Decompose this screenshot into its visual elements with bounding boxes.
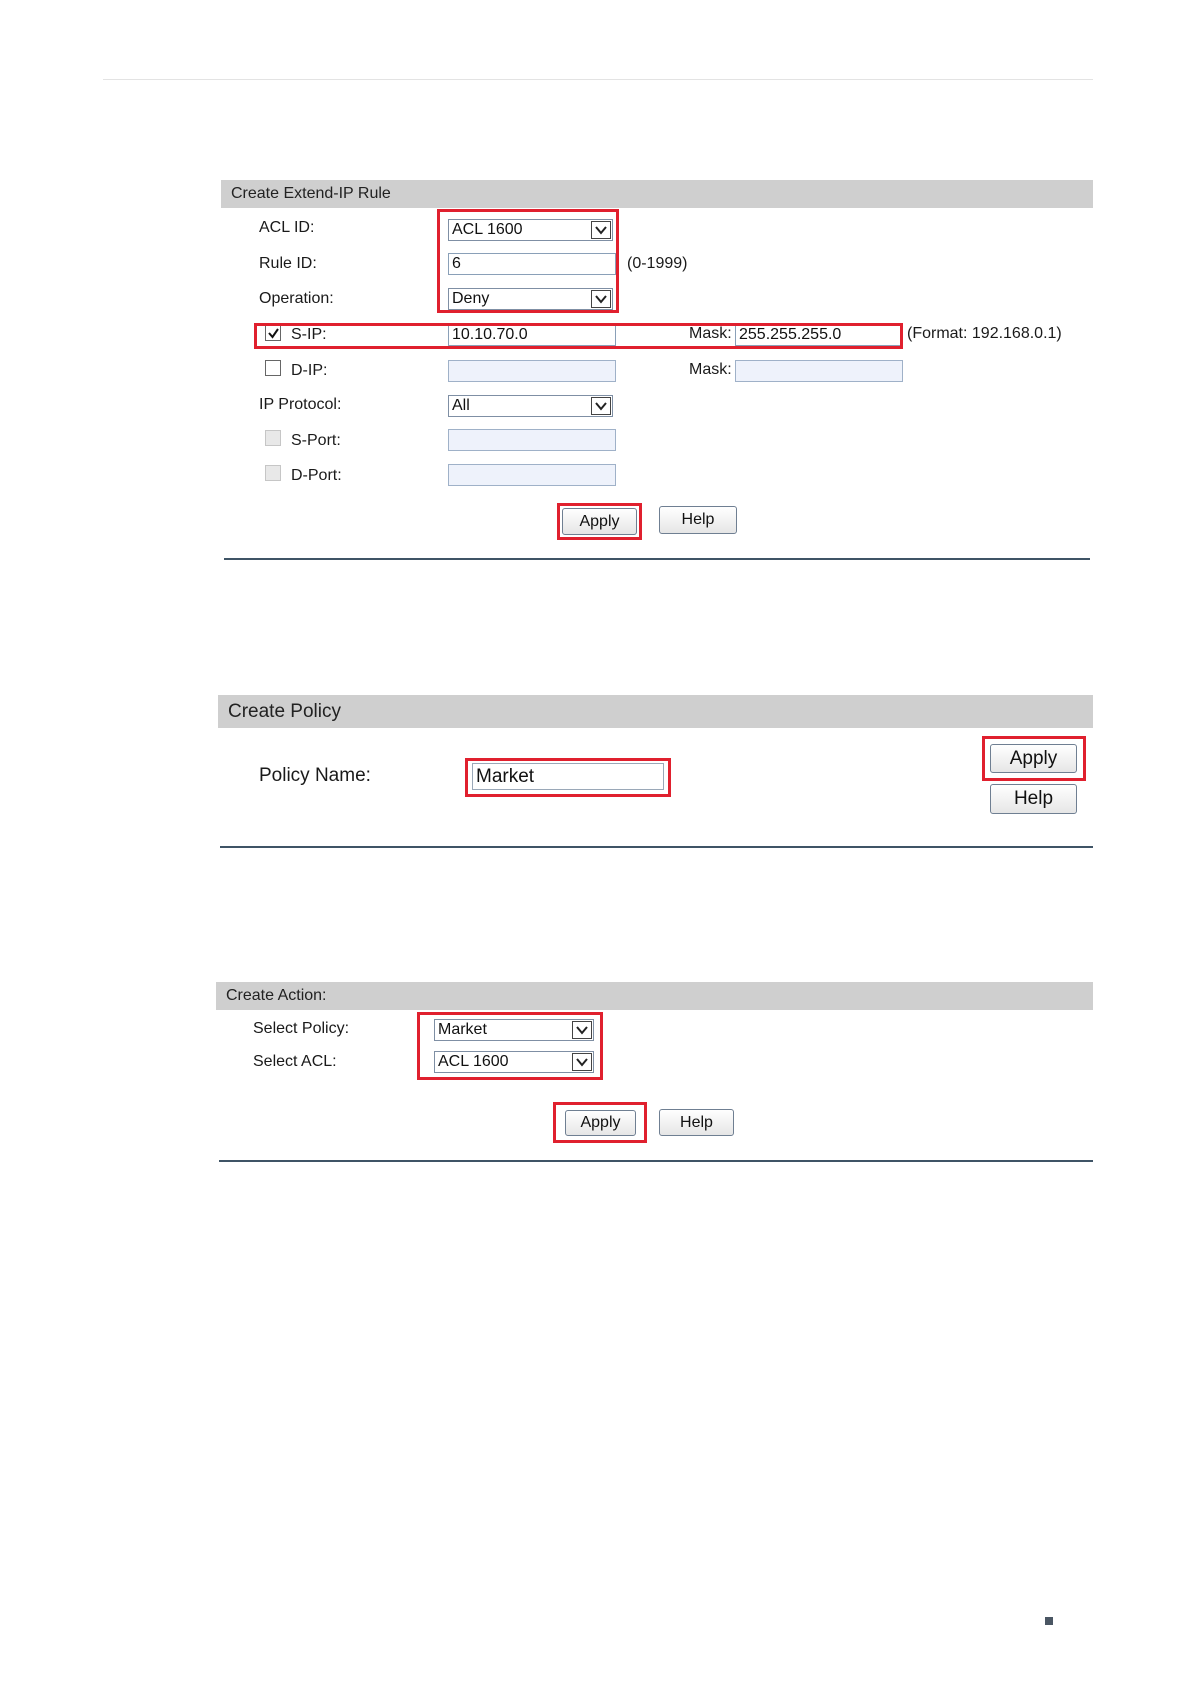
- acl-fields-highlight: [437, 209, 619, 313]
- action-panel-separator: [219, 1160, 1093, 1162]
- dport-label: D-Port:: [291, 467, 342, 484]
- select-acl-label: Select ACL:: [253, 1053, 337, 1070]
- sport-label: S-Port:: [291, 432, 341, 449]
- dip-label: D-IP:: [291, 362, 328, 379]
- sport-input[interactable]: [448, 429, 616, 451]
- policy-name-label: Policy Name:: [259, 765, 371, 786]
- dip-checkbox[interactable]: [265, 360, 281, 376]
- extend-ip-rule-header: [221, 180, 1093, 208]
- acl-id-value: ACL 1600: [452, 221, 523, 238]
- sip-mask-label: Mask:: [689, 325, 732, 342]
- sip-row-highlight: [254, 323, 903, 349]
- create-action-header: [216, 982, 1093, 1010]
- action-help-button[interactable]: Help: [659, 1109, 734, 1136]
- select-acl-value: ACL 1600: [438, 1053, 509, 1070]
- create-policy-header: [218, 695, 1093, 728]
- sip-mask-input[interactable]: 255.255.255.0: [735, 324, 903, 346]
- chevron-down-icon[interactable]: [591, 397, 611, 415]
- rule-help-button[interactable]: Help: [659, 506, 737, 534]
- policy-apply-button[interactable]: Apply: [990, 744, 1077, 773]
- dip-input[interactable]: [448, 360, 616, 382]
- operation-value: Deny: [452, 290, 490, 307]
- select-policy-label: Select Policy:: [253, 1020, 350, 1037]
- extend-ip-rule-title: Create Extend-IP Rule: [231, 185, 391, 202]
- create-policy-title: Create Policy: [228, 701, 341, 722]
- rule-apply-highlight: [557, 503, 642, 540]
- dport-input[interactable]: [448, 464, 616, 486]
- action-apply-highlight: [553, 1102, 647, 1143]
- rule-id-label: Rule ID:: [259, 255, 317, 272]
- rule-panel-separator: [224, 558, 1090, 560]
- dip-mask-label: Mask:: [689, 361, 732, 378]
- ip-protocol-select[interactable]: [448, 395, 613, 417]
- policy-name-highlight: [465, 758, 671, 797]
- policy-panel-separator: [220, 846, 1093, 848]
- create-action-title: Create Action:: [226, 987, 327, 1004]
- acl-id-label: ACL ID:: [259, 219, 315, 236]
- sip-label: S-IP:: [291, 326, 327, 343]
- page-marker-icon: [1045, 1617, 1053, 1625]
- rule-id-input[interactable]: 6: [448, 253, 616, 275]
- policy-help-button[interactable]: Help: [990, 784, 1077, 814]
- dip-mask-input[interactable]: [735, 360, 903, 382]
- policy-apply-highlight: [982, 736, 1086, 781]
- action-selects-highlight: [417, 1012, 603, 1080]
- operation-label: Operation:: [259, 290, 334, 307]
- sip-input[interactable]: 10.10.70.0: [448, 324, 616, 346]
- rule-apply-button[interactable]: Apply: [562, 508, 637, 535]
- format-hint: (Format: 192.168.0.1): [907, 325, 1062, 342]
- dport-checkbox[interactable]: [265, 465, 281, 481]
- select-policy-value: Market: [438, 1021, 487, 1038]
- ip-protocol-value: All: [452, 397, 470, 414]
- action-apply-button[interactable]: Apply: [565, 1110, 636, 1136]
- ip-protocol-label: IP Protocol:: [259, 396, 342, 413]
- page-top-rule: [103, 79, 1093, 80]
- rule-id-hint: (0-1999): [627, 255, 688, 272]
- policy-name-input[interactable]: Market: [472, 763, 664, 790]
- sport-checkbox[interactable]: [265, 430, 281, 446]
